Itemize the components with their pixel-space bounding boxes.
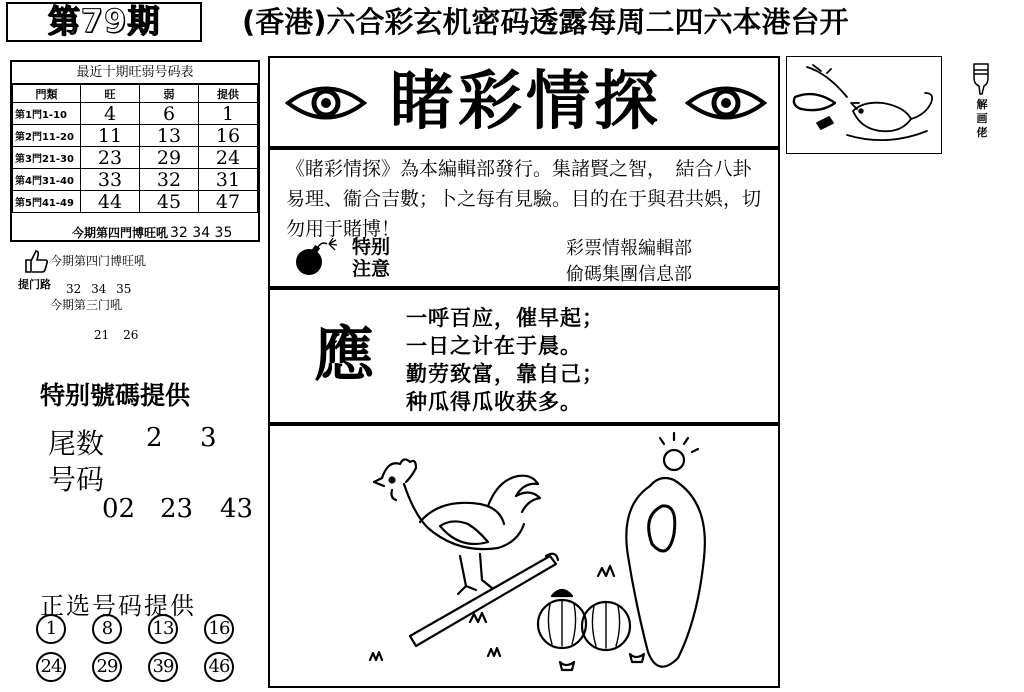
tail-label: 尾数: [48, 427, 105, 460]
pick-numbers-title: 正选号码提供: [40, 592, 196, 620]
tail-value: 2: [146, 423, 163, 453]
poem-line: 一日之计在于晨。: [406, 334, 582, 358]
notice-label: [352, 236, 390, 280]
poem-line: 勤劳致富，靠自己；: [406, 362, 604, 386]
pick-ball: 13: [148, 614, 178, 644]
row-label: 第4門31-40: [13, 169, 81, 191]
intro-box: [268, 148, 780, 288]
pick-ball: 1: [36, 614, 66, 644]
table-cell: 24: [199, 147, 258, 169]
pick-ball: 29: [92, 652, 122, 682]
hint-main-numbers: 32 34 35: [170, 225, 233, 241]
table-cell: 32: [140, 169, 199, 191]
eye-icon: [284, 80, 368, 126]
page-headline: (香港)六合彩玄机密码透露每周二四六本港台开: [242, 5, 849, 39]
table-row: [13, 147, 258, 169]
code-value: 43: [220, 494, 254, 524]
row-label: 第2門11-20: [13, 125, 81, 147]
pick-ball: 39: [148, 652, 178, 682]
department-1: 彩票情報編輯部: [566, 238, 692, 259]
code-value: 23: [160, 494, 194, 524]
pick-ball: 46: [204, 652, 234, 682]
illustration-box: [268, 424, 780, 688]
table-cell: 13: [140, 125, 199, 147]
history-table-box: [10, 60, 260, 242]
history-table: [12, 84, 258, 213]
table-cell: 31: [199, 169, 258, 191]
column-header: 門類: [13, 85, 81, 103]
poem-line: 种瓜得瓜收获多。: [406, 390, 582, 414]
table-cell: 33: [81, 169, 140, 191]
brand-title: 睹彩情探: [390, 64, 662, 139]
table-header-row: [13, 85, 258, 103]
row-label: 第1門1-10: [13, 103, 81, 125]
issue-number: 第79期: [6, 2, 202, 42]
history-table-title: 最近十期旺弱号码表: [12, 62, 258, 84]
table-cell: 47: [199, 191, 258, 213]
left-column: [0, 46, 268, 692]
rat-illustration: [787, 57, 941, 153]
poem-box: [268, 288, 780, 424]
table-cell: 1: [199, 103, 258, 125]
hint-main-text: 今期第四門博旺吼: [72, 226, 169, 240]
table-row: [13, 103, 258, 125]
brand-banner: [268, 56, 780, 148]
code-value: 02: [102, 494, 136, 524]
side-vertical-label: 解画佬: [976, 98, 988, 139]
poem-character: 應: [314, 320, 374, 390]
department-2: 偷碼集團信息部: [566, 264, 692, 285]
pointing-finger-icon: [970, 60, 992, 96]
hint-line-2: 今期第三门吼: [50, 298, 123, 312]
eye-icon: [684, 80, 768, 126]
table-row: [13, 169, 258, 191]
column-header: 提供: [199, 85, 258, 103]
notice-line-1: 特别: [352, 236, 391, 258]
column-header: 弱: [140, 85, 199, 103]
row-label: 第3門21-30: [13, 147, 81, 169]
rat-illustration-box: [786, 56, 942, 154]
table-cell: 6: [140, 103, 199, 125]
table-cell: 44: [81, 191, 140, 213]
pick-ball: 8: [92, 614, 122, 644]
column-header: 旺: [81, 85, 140, 103]
bomb-icon: [292, 238, 338, 278]
tail-value: 3: [200, 423, 217, 453]
table-cell: 11: [81, 125, 140, 147]
table-row: [13, 191, 258, 213]
pick-ball: 16: [204, 614, 234, 644]
thumbs-up-icon: [22, 248, 50, 274]
hint-main: [72, 224, 232, 241]
rooster-gourd-illustration: [270, 426, 778, 686]
hint-line-1: 今期第四门博旺吼: [50, 254, 147, 268]
table-cell: 16: [199, 125, 258, 147]
code-label: 号码: [48, 463, 105, 496]
hint-line-1-numbers: 32 34 35: [66, 282, 132, 296]
hint-line-2-numbers: 21 26: [94, 328, 139, 342]
table-cell: 45: [140, 191, 199, 213]
table-cell: 4: [81, 103, 140, 125]
row-label: 第5門41-49: [13, 191, 81, 213]
table-cell: 23: [81, 147, 140, 169]
table-row: [13, 125, 258, 147]
special-numbers-title: 特别號碼提供: [40, 381, 191, 410]
poem-line: 一呼百应，催早起；: [406, 306, 604, 330]
notice-line-2: 注意: [352, 258, 391, 280]
table-cell: 29: [140, 147, 199, 169]
thumb-label: 提门路: [18, 278, 51, 291]
intro-text: 《睹彩情探》為本編輯部發行。集諸賢之智， 結合八卦易理、衞合吉數；卜之每有見驗。目的在于與君共娯，切勿用于賭博！: [286, 158, 762, 240]
pick-ball: 24: [36, 652, 66, 682]
